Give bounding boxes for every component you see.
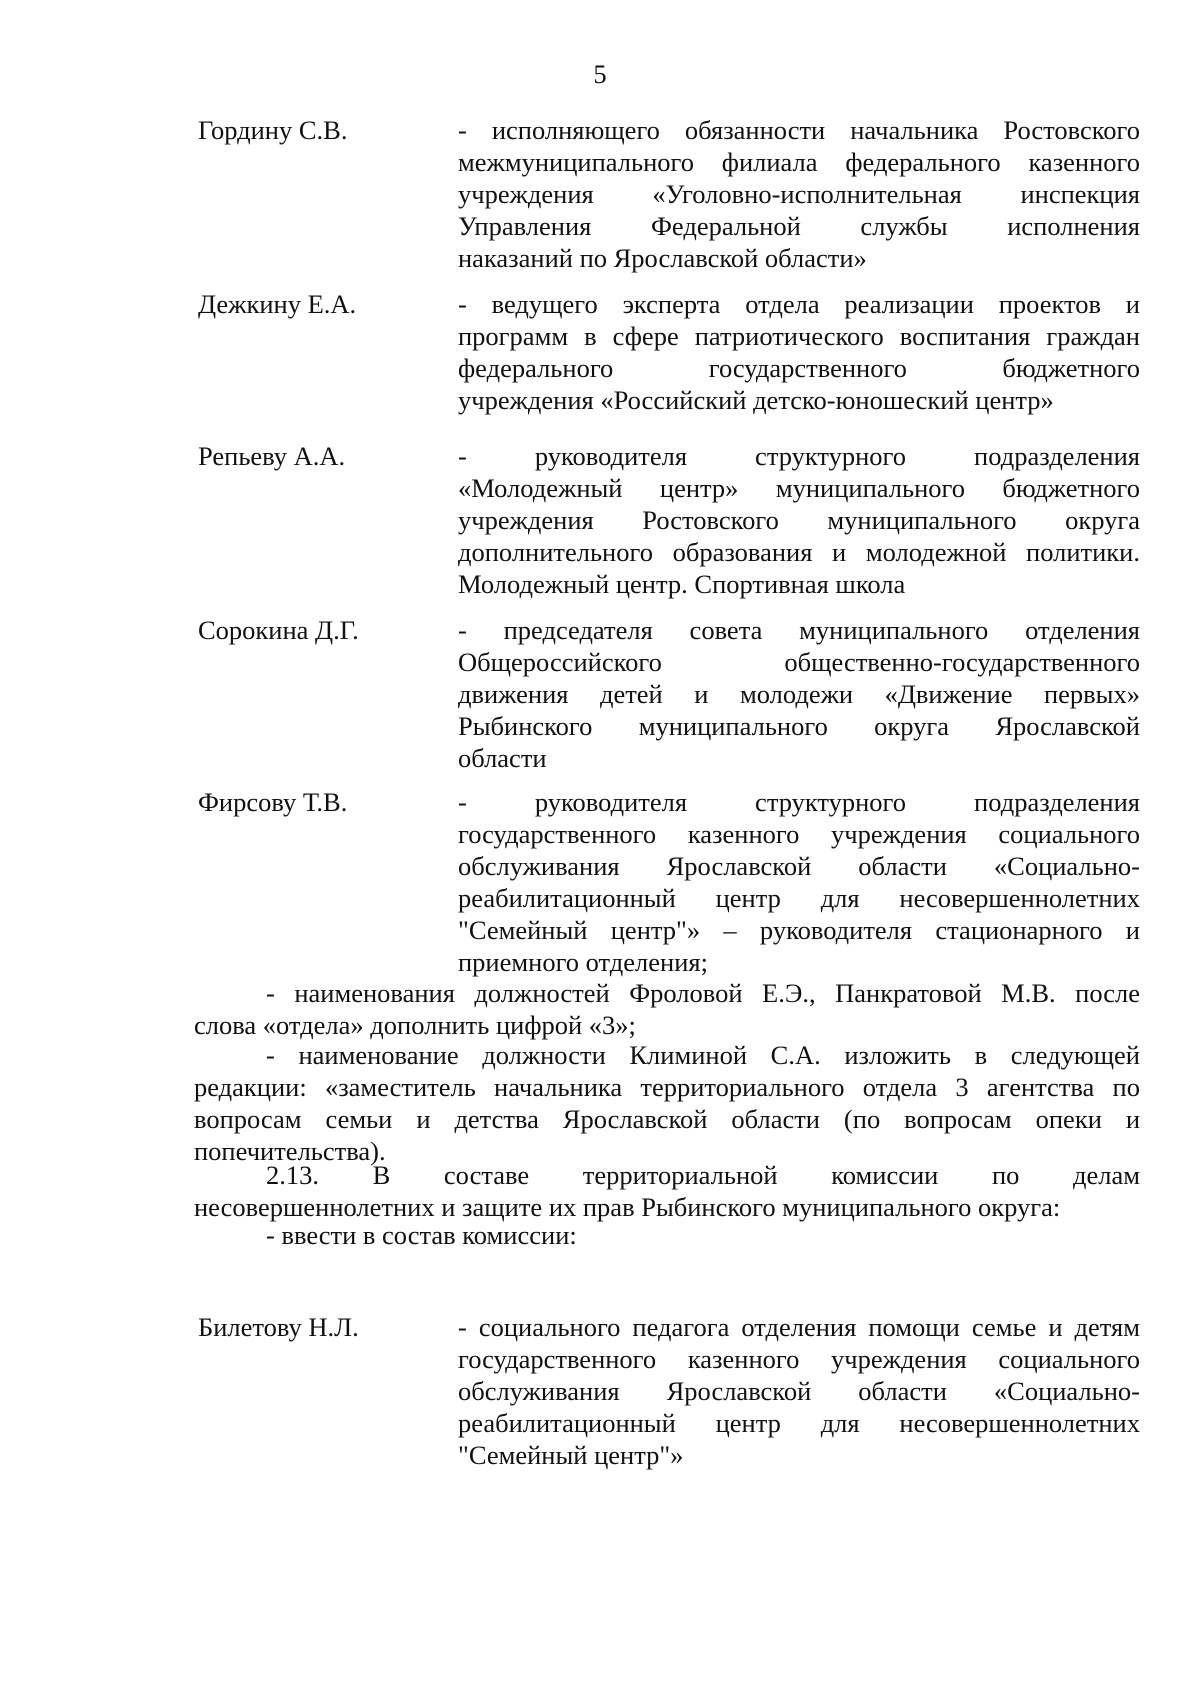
- position-line: "Семейный центр"»: [458, 1440, 684, 1470]
- position-line: государственного казенного учреждения социального: [458, 1344, 1140, 1374]
- position-line: федерального государственного бюджетного: [458, 353, 1140, 383]
- paragraph-line: несовершеннолетних и защите их прав Рыбинского муниципального округа:: [194, 1192, 1061, 1222]
- position-line: дополнительного образования и молодежной политики.: [458, 537, 1140, 567]
- position-line: - председателя совета муниципального отделения: [458, 615, 1140, 645]
- position-line: реабилитационный центр для несовершеннолетних: [458, 883, 1140, 913]
- position-line: государственного казенного учреждения социального: [458, 819, 1140, 849]
- appointee-position: [458, 114, 1140, 274]
- appointee-name: Гордину С.В.: [198, 115, 348, 145]
- position-line: - ведущего эксперта отдела реализации проектов и: [458, 289, 1140, 319]
- position-line: обслуживания Ярославской области «Социально-: [458, 1376, 1140, 1406]
- paragraph-line: редакции: «заместитель начальника территориального отдела 3 агентства по: [194, 1072, 1140, 1102]
- paragraph-line: слова «отдела» дополнить цифрой «3»;: [194, 1010, 636, 1040]
- position-line: учреждения «Уголовно-исполнительная инспекция: [458, 179, 1140, 209]
- position-line: программ в сфере патриотического воспитания граждан: [458, 321, 1140, 351]
- amendment-paragraph: [194, 977, 1140, 1041]
- position-line: обслуживания Ярославской области «Социально-: [458, 851, 1140, 881]
- position-line: - руководителя структурного подразделения: [458, 441, 1140, 471]
- position-line: - исполняющего обязанности начальника Ростовского: [458, 115, 1140, 145]
- intro-line: - ввести в состав комиссии:: [266, 1220, 577, 1250]
- appointee-name: Сорокина Д.Г.: [198, 615, 359, 645]
- position-line: - социального педагога отделения помощи семье и детям: [458, 1312, 1140, 1342]
- appointee-position: [458, 1311, 1140, 1471]
- position-line: области: [458, 743, 547, 773]
- appointee-name: Дежкину Е.А.: [198, 289, 357, 319]
- appointee-name: Фирсову Т.В.: [198, 787, 348, 817]
- position-line: межмуниципального филиала федерального казенного: [458, 147, 1140, 177]
- appointee-position: [458, 440, 1140, 600]
- paragraph-line: попечительства).: [194, 1136, 386, 1166]
- page-number: 5: [593, 59, 607, 89]
- position-line: "Семейный центр"» – руководителя стационарного и: [458, 915, 1140, 945]
- position-line: Рыбинского муниципального округа Ярославской: [458, 711, 1140, 741]
- position-line: Молодежный центр. Спортивная школа: [458, 569, 906, 599]
- appointee-position: [458, 786, 1140, 978]
- appointee-position: [458, 614, 1140, 774]
- position-line: Общероссийского общественно-государственного: [458, 647, 1140, 677]
- position-line: учреждения Ростовского муниципального округа: [458, 505, 1140, 535]
- position-line: реабилитационный центр для несовершеннолетних: [458, 1408, 1140, 1438]
- paragraph-line: вопросам семьи и детства Ярославской области (по вопросам опеки и: [194, 1104, 1140, 1134]
- paragraph-line: - наименования должностей Фроловой Е.Э., Панкратовой М.В. после: [266, 978, 1140, 1008]
- paragraph-line: 2.13. В составе территориальной комиссии по делам: [266, 1160, 1140, 1190]
- position-line: - руководителя структурного подразделения: [458, 787, 1140, 817]
- appointee-name: Билетову Н.Л.: [198, 1312, 359, 1342]
- appointee-position: [458, 288, 1140, 416]
- position-line: учреждения «Российский детско-юношеский центр»: [458, 385, 1054, 415]
- section-paragraph: [194, 1159, 1140, 1223]
- paragraph-line: - наименование должности Климиной С.А. изложить в следующей: [266, 1040, 1140, 1070]
- amendment-paragraph: [194, 1039, 1140, 1167]
- position-line: «Молодежный центр» муниципального бюджетного: [458, 473, 1140, 503]
- position-line: приемного отделения;: [458, 947, 708, 977]
- appointee-name: Репьеву А.А.: [198, 441, 346, 471]
- position-line: движения детей и молодежи «Движение первых»: [458, 679, 1140, 709]
- position-line: Управления Федеральной службы исполнения: [458, 211, 1140, 241]
- position-line: наказаний по Ярославской области»: [458, 243, 867, 273]
